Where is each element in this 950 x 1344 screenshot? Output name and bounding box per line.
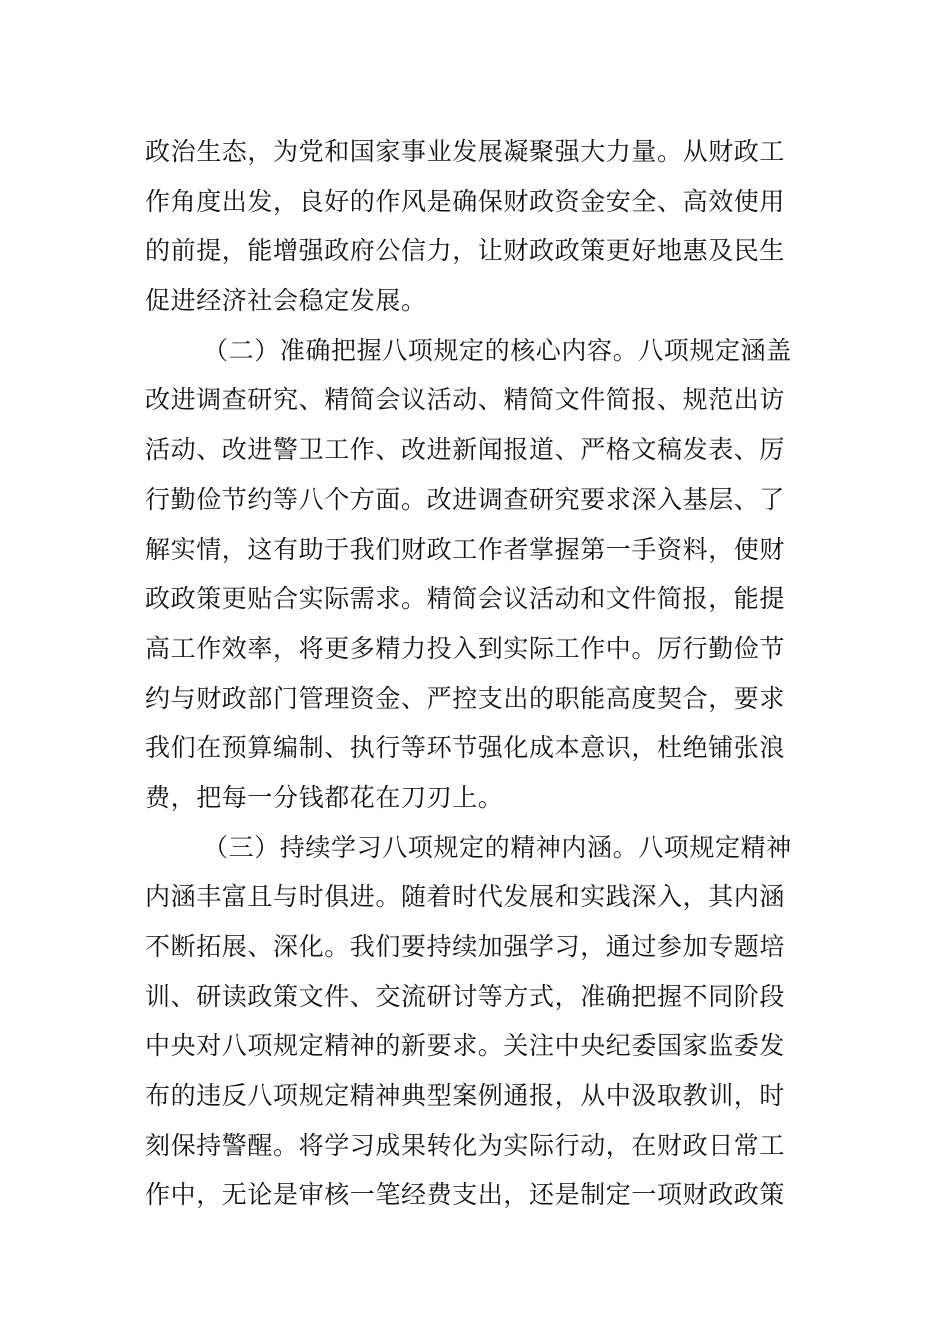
section-heading-line: （二）准确把握八项规定的核心内容。八项规定涵盖 [203, 335, 792, 365]
text-line: 解实情，这有助于我们财政工作者掌握第一手资料，使财 [145, 534, 786, 564]
text-line: 改进调查研究、精简会议活动、精简文件简报、规范出访 [145, 385, 786, 415]
text-line: 刻保持警醒。将学习成果转化为实际行动，在财政日常工 [145, 1130, 786, 1160]
text-line: 我们在预算编制、执行等环节强化成本意识，杜绝铺张浪 [145, 733, 786, 763]
text-line: 内涵丰富且与时俱进。随着时代发展和实践深入，其内涵 [145, 882, 786, 912]
text-line: 活动、改进警卫工作、改进新闻报道、严格文稿发表、厉 [145, 435, 786, 465]
section-heading-line: （三）持续学习八项规定的精神内涵。八项规定精神 [203, 832, 792, 862]
text-line: 费，把每一分钱都花在刀刃上。 [145, 782, 504, 812]
text-line: 的前提，能增强政府公信力，让财政政策更好地惠及民生 [145, 236, 786, 266]
text-line: 约与财政部门管理资金、严控支出的职能高度契合，要求 [145, 683, 786, 713]
text-line: 不断拓展、深化。我们要持续加强学习，通过参加专题培 [145, 932, 786, 961]
document-body [145, 127, 810, 1220]
text-line: 中央对八项规定精神的新要求。关注中央纪委国家监委发 [145, 1031, 786, 1061]
text-line: 政政策更贴合实际需求。精简会议活动和文件简报，能提 [145, 584, 786, 614]
text-line: 作中，无论是审核一笔经费支出，还是制定一项财政政策 [145, 1180, 786, 1210]
text-line: 政治生态，为党和国家事业发展凝聚强大力量。从财政工 [145, 137, 786, 166]
text-line: 促进经济社会稳定发展。 [145, 286, 427, 316]
text-line: 作角度出发，良好的作风是确保财政资金安全、高效使用 [145, 186, 786, 216]
text-line: 高工作效率，将更多精力投入到实际工作中。厉行勤俭节 [145, 633, 786, 663]
text-line: 行勤俭节约等八个方面。改进调查研究要求深入基层、了 [145, 484, 786, 514]
text-line: 布的违反八项规定精神典型案例通报，从中汲取教训，时 [145, 1081, 786, 1111]
text-line: 训、研读政策文件、交流研讨等方式，准确把握不同阶段 [145, 981, 786, 1011]
